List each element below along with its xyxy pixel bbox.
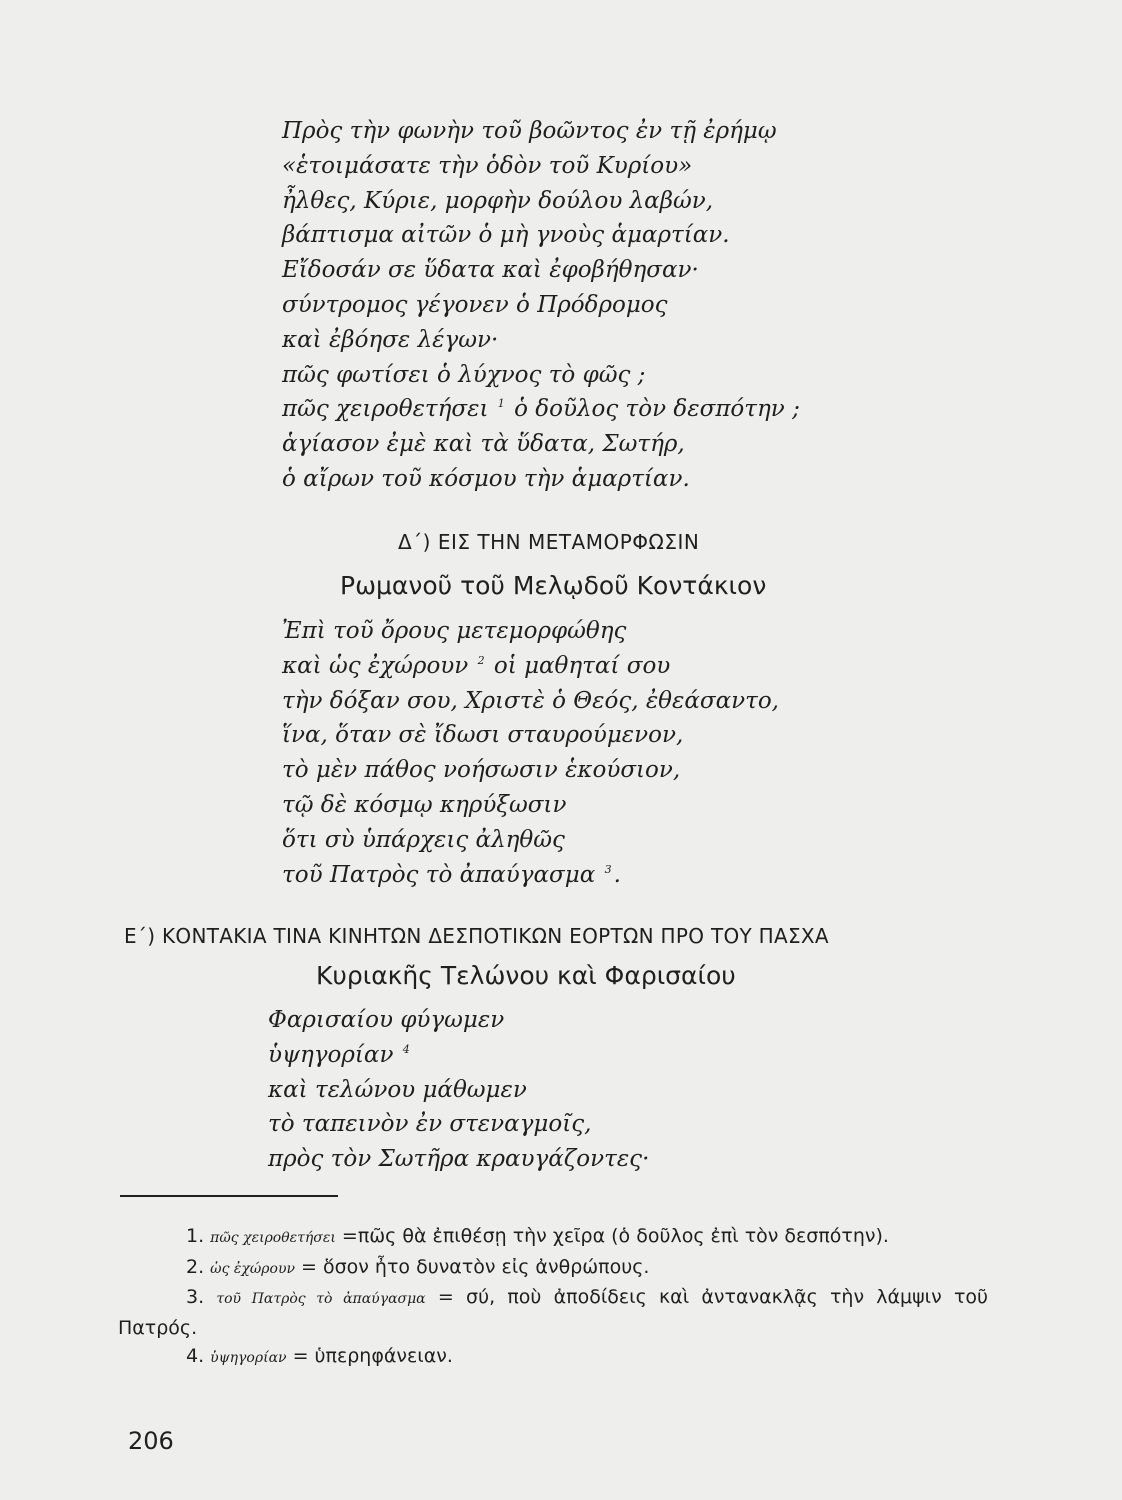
- verse-line: πρὸς τὸν Σωτῆρα κραυγάζοντες·: [268, 1146, 650, 1173]
- footnote-ref: 3: [604, 862, 612, 876]
- verse-line: Πρὸς τὴν φωνὴν τοῦ βοῶντος ἐν τῇ ἐρήμῳ: [282, 118, 777, 144]
- footnote-ref: 1: [497, 397, 505, 411]
- verse-line: ὑψηγορίαν $^4$: [268, 1041, 410, 1068]
- verse-line: καὶ ἐβόησε λέγων·: [282, 326, 499, 353]
- verse-line: «ἑτοιμάσατε τὴν ὁδὸν τοῦ Κυρίου»: [282, 152, 693, 179]
- verse-line: Φαρισαίου φύγωμεν: [268, 1007, 505, 1033]
- footnote-term: ὡς ἐχώρουν: [210, 1260, 295, 1277]
- footnote-term: πῶς χειροθετήσει: [210, 1230, 336, 1246]
- kontakion-publican-pharisee-verses: [268, 1003, 649, 1177]
- footnote-ref: 4: [402, 1042, 410, 1056]
- footnote-item: 4. ὑψηγορίαν = ὑπερηφάνειαν.: [186, 1345, 453, 1367]
- verse-line: ὅτι σὺ ὑπάρχεις ἀληθῶς: [282, 826, 565, 853]
- page-number: 206: [128, 1427, 174, 1455]
- section-e-subheading: Κυριακῆς Τελώνου καὶ Φαρισαίου: [316, 961, 736, 990]
- verse-line: ἁγίασον ἐμὲ καὶ τὰ ὕδατα, Σωτήρ,: [282, 431, 685, 458]
- verse-line: πῶς χειροθετήσει $^1$ ὁ δοῦλος τὸν δεσπότην ;: [282, 396, 800, 423]
- footnote-term: τοῦ Πατρὸς τὸ ἀπαύγασμα: [216, 1291, 426, 1307]
- footnote-ref: 2: [477, 653, 485, 667]
- kontakion-theophany-verses: [282, 114, 800, 497]
- verse-line: ἦλθες, Κύριε, μορφὴν δούλου λαβών,: [282, 187, 714, 214]
- verse-line: ὁ αἴρων τοῦ κόσμου τὴν ἁμαρτίαν.: [282, 465, 690, 492]
- section-e-heading: Ε΄) ΚΟΝΤΑΚΙΑ ΤΙΝΑ ΚΙΝΗΤΩΝ ΔΕΣΠΟΤΙΚΩΝ ΕΟΡΤΩΝ ΠΡΟ ΤΟΥ ΠΑΣΧΑ: [124, 924, 829, 948]
- footnote-term: ὑψηγορίαν: [210, 1350, 287, 1366]
- verse-line: τὸ ταπεινὸν ἐν στεναγμοῖς,: [268, 1111, 592, 1138]
- section-d-heading: Δ΄) ΕΙΣ ΤΗΝ ΜΕΤΑΜΟΡΦΩΣΙΝ: [398, 530, 700, 554]
- verse-line: τὸ μὲν πάθος νοήσωσιν ἑκούσιον,: [282, 757, 681, 784]
- verse-line: Ἐπὶ τοῦ ὄρους μετεμορφώθης: [282, 618, 627, 644]
- section-d-subheading: Ρωμανοῦ τοῦ Μελῳδοῦ Κοντάκιον: [340, 571, 767, 600]
- footnote-divider: [120, 1195, 338, 1197]
- verse-line: καὶ τελώνου μάθωμεν: [268, 1076, 527, 1103]
- verse-line: πῶς φωτίσει ὁ λύχνος τὸ φῶς ;: [282, 361, 646, 388]
- verse-line: Εἴδοσάν σε ὕδατα καὶ ἐφοβήθησαν·: [282, 257, 699, 284]
- verse-line: σύντρομος γέγονεν ὁ Πρόδρομος: [282, 291, 668, 318]
- verse-line: τοῦ Πατρὸς τὸ ἀπαύγασμα $^3$.: [282, 861, 621, 888]
- footnote-item: 2. ὡς ἐχώρουν = ὅσον ἦτο δυνατὸν εἰς ἀνθρώπους.: [186, 1255, 650, 1278]
- verse-line: καὶ ὡς ἐχώρουν $^2$ οἱ μαθηταί σου: [282, 652, 671, 679]
- verse-line: ἵνα, ὅταν σὲ ἴδωσι σταυρούμενον,: [282, 722, 684, 749]
- kontakion-transfiguration-verses: [282, 614, 779, 892]
- verse-line: τὴν δόξαν σου, Χριστὲ ὁ Θεός, ἐθεάσαντο,: [282, 687, 779, 714]
- footnote-item: 3. τοῦ Πατρὸς τὸ ἀπαύγασμα = σύ, ποὺ ἀποδίδεις καὶ ἀντανακλᾷς τὴν λάμψιν τοῦ Πατρός.: [118, 1286, 989, 1339]
- verse-line: τῷ δὲ κόσμῳ κηρύξωσιν: [282, 791, 567, 818]
- footnotes: [118, 1222, 988, 1373]
- verse-line: βάπτισμα αἰτῶν ὁ μὴ γνοὺς ἁμαρτίαν.: [282, 222, 730, 249]
- footnote-item: 1. πῶς χειροθετήσει =πῶς θὰ ἐπιθέσῃ τὴν χεῖρα (ὁ δοῦλος ἐπὶ τὸν δεσπότην).: [186, 1225, 889, 1247]
